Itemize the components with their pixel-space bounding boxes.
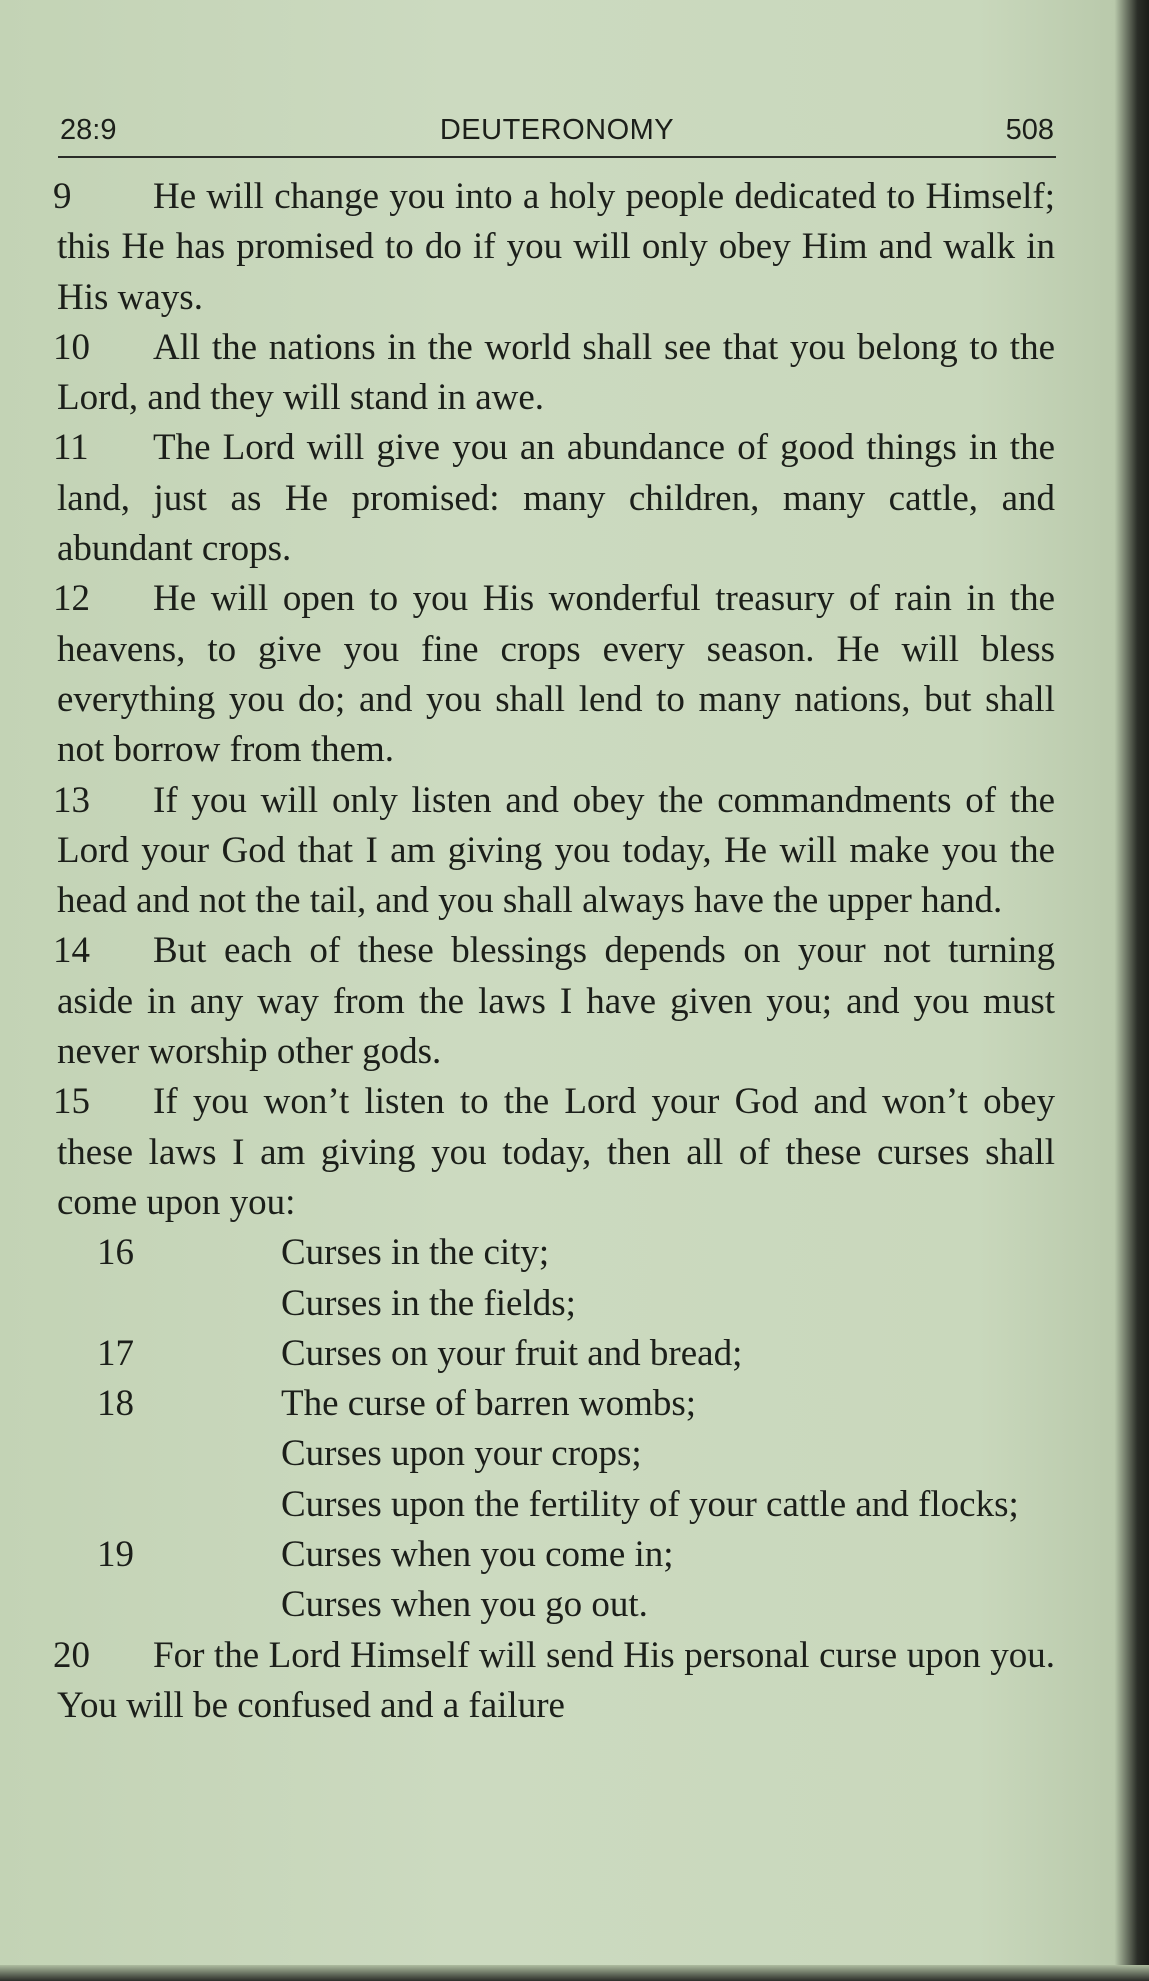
- poem-line-text: The curse of barren wombs;: [281, 1383, 697, 1425]
- poem-line-text: Curses in the fields;: [281, 1282, 576, 1324]
- poem-line: [57, 1480, 1055, 1530]
- verse-number: 20: [53, 1634, 90, 1676]
- poem-line: [57, 1329, 1055, 1379]
- verse-number: 12: [53, 578, 90, 620]
- verse-text: All the nations in the world shall see that you belong to the Lord, and they will stand in awe.: [57, 326, 1055, 419]
- verse-number: 10: [53, 326, 90, 368]
- chapter-verse-reference: 28:9: [60, 114, 117, 146]
- poem-line: [57, 1379, 1055, 1429]
- running-header: [58, 108, 1056, 158]
- poem-line: [57, 1530, 1055, 1580]
- verse-text: He will change you into a holy people dedicated to Himself; this He has promised to do if you will only obey Him and walk in His ways.: [57, 176, 1055, 318]
- verse-number: 9: [53, 176, 72, 217]
- verse-text: If you won’t listen to the Lord your God and won’t obey these laws I am giving you today, then all of these curses shall come upon you:: [57, 1081, 1055, 1223]
- verse-20: [53, 1631, 1055, 1732]
- poem-line-text: Curses upon your crops;: [281, 1433, 642, 1475]
- poem-line: [57, 1228, 1055, 1278]
- verse-number: 11: [53, 427, 89, 469]
- verse-9: [53, 172, 1055, 323]
- poem-line-text: Curses in the city;: [281, 1232, 550, 1274]
- verse-12: [53, 574, 1055, 775]
- verse-number: 17: [97, 1332, 134, 1374]
- poem-line-text: Curses when you go out.: [281, 1584, 648, 1626]
- verse-number: 15: [53, 1081, 90, 1123]
- book-title: DEUTERONOMY: [439, 114, 675, 146]
- poem-line-text: Curses on your fruit and bread;: [281, 1332, 743, 1374]
- verse-text: For the Lord Himself will send His personal curse upon you. You will be confused and a failure: [57, 1634, 1055, 1726]
- page-number: 508: [1005, 114, 1054, 146]
- verse-text: If you will only listen and obey the commandments of the Lord your God that I am giving you today, He will make you the head and not the tail, and you shall always have the upper hand.: [57, 779, 1055, 922]
- poem-line-text: Curses when you come in;: [281, 1534, 674, 1576]
- verse-number: 16: [97, 1232, 134, 1274]
- verse-text: The Lord will give you an abundance of good things in the land, just as He promised: many children, many cattle, and abundant crops.: [57, 427, 1055, 570]
- verse-14: [53, 926, 1055, 1077]
- verse-text: He will open to you His wonderful treasury of rain in the heavens, to give you fine crops every season. He will bless everything you do; and you shall lend to many nations, but shall not borrow from them.: [57, 578, 1055, 771]
- poem-line-text: Curses upon the fertility of your cattle and flocks;: [281, 1483, 1019, 1525]
- verse-15: [53, 1077, 1055, 1228]
- poem-line: [57, 1279, 1055, 1329]
- verse-number: 14: [53, 930, 90, 972]
- page-bottom-edge: [0, 1965, 1149, 1981]
- poem-line: [57, 1429, 1055, 1479]
- scripture-text: [53, 172, 1055, 1731]
- verse-number: 13: [53, 779, 90, 821]
- verse-text: But each of these blessings depends on your not turning aside in any way from the laws I have given you; and you must never worship other gods.: [57, 930, 1055, 1073]
- verse-number: 19: [97, 1534, 134, 1576]
- curses-poem: [57, 1228, 1055, 1630]
- verse-11: [53, 423, 1055, 574]
- verse-13: [53, 776, 1055, 927]
- poem-line: [57, 1580, 1055, 1630]
- verse-10: [53, 323, 1055, 424]
- verse-number: 18: [97, 1383, 134, 1425]
